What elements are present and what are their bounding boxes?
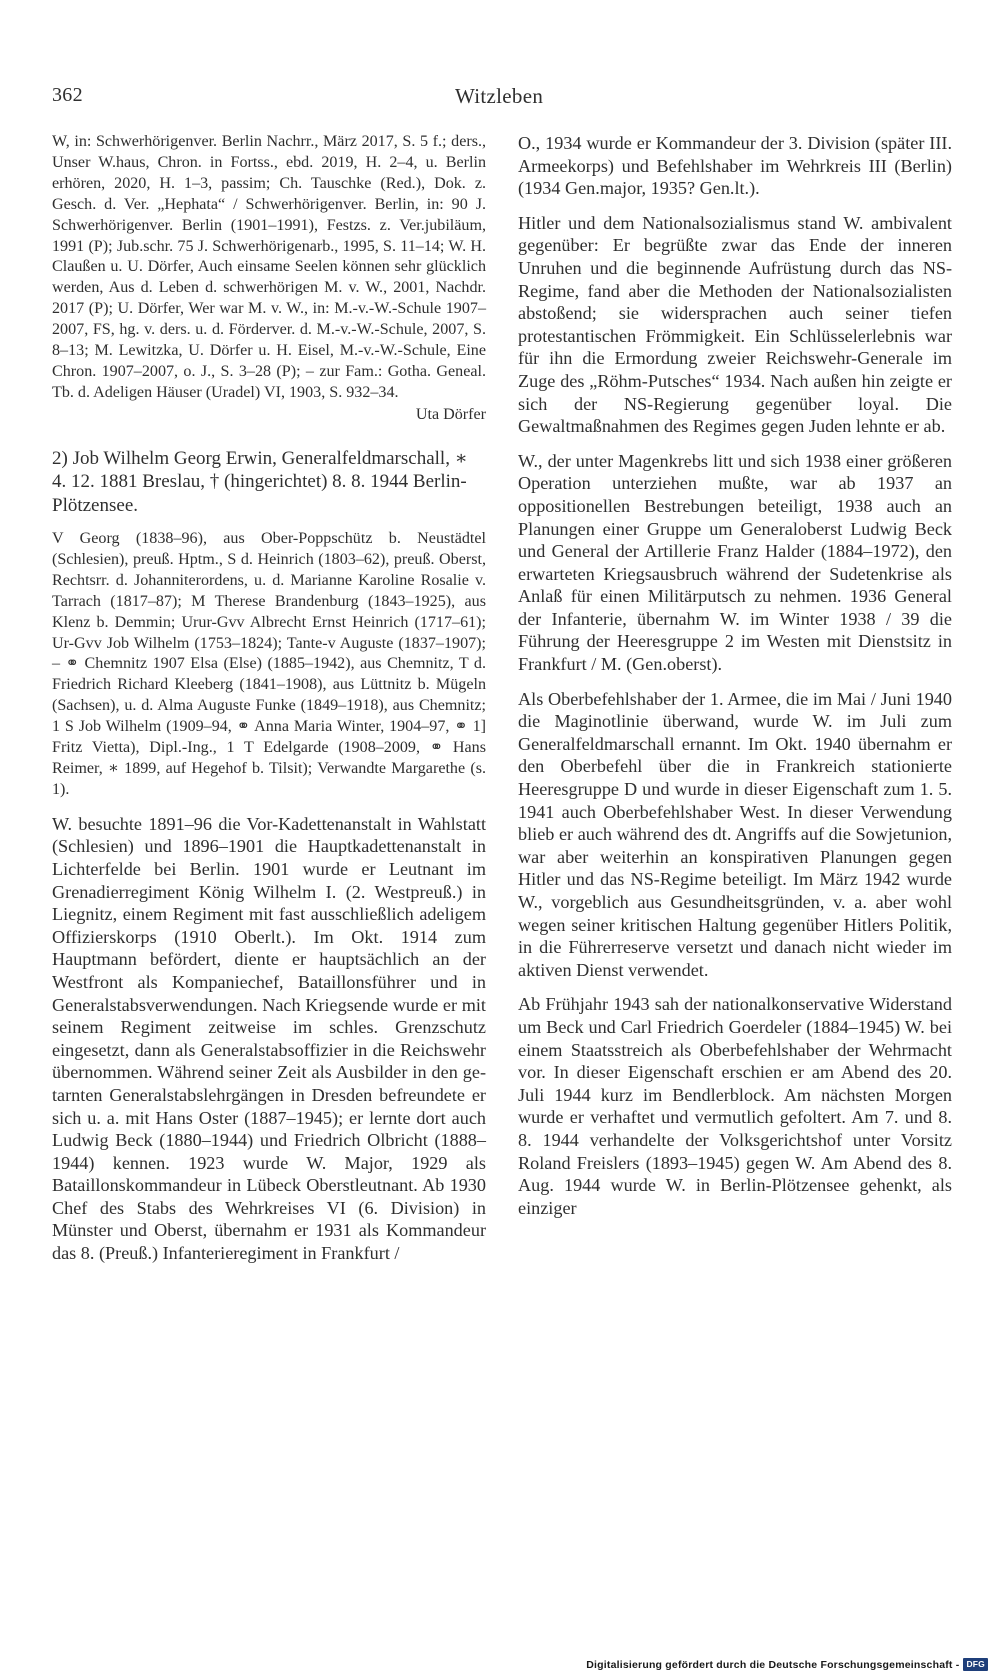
author-signature: Uta Dörfer [415, 405, 486, 423]
bibliography-paragraph: W, in: Schwerhörigenver. Berlin Nachrr., März 2017, S. 5 f.; ders., Unser W.haus, Chron. in Fortss., ebd. 2019, H. 2–4, u. Berlin erhören, 2020, H. 1–3, passim; Ch. Tauschke (Red.), Dok. z. Gesch. d. Ver. „Hephata“ / Schwerhörigenver. Berlin, in: 90 J. Schwerhörigenver. Berlin (1901–1991), Festzs. z. Ver.jubiläum, 1991 (P); Jub.schr. 75 J. Schwerhörigenarb., 1995, S. 11–14; W. H. Claußen u. U. Dörfer, Auch einsame Seelen können sehr glücklich werden, Aus d. Leben d. schwerhörigen M. v. W., 2001, Nachdr. 2017 (P); U. Dörfer, Wer war M. v. W., in: M.-v.-W.-Schule 1907–2007, FS, hg. v. ders. u. d. Förderver. d. M.-v.-W.-Schule, 2007, S. 8–13; M. Lewitzka, U. Dörfer u. H. Eisel, M.-v.-W.-Schule, Eine Chron. 1907–2007, o. J., S. 3–28 (P); – zur Fam.: Gotha. Geneal. Tb. d. Adeligen Häuser (Uradel) VI, 1903, S. 932–34. [52, 133, 486, 401]
body-paragraph-5: Ab Frühjahr 1943 sah der nationalkonservative Widerstand um Beck und Carl Friedrich Goerdeler (1884–1945) W. bei einem Staatsstreich als Oberbefehlshaber der Wehrmacht vor. In dieser Eigenschaft erschien er am Abend des 20. Juli 1944 kurz im Bendlerblock. Am nächsten Morgen wurde er verhaftet und vermutlich gefoltert. Am 7. und 8. 8. 1944 verhandelte der Volksgerichtshof unter Vorsitz Roland Freislers (1893–1945) gegen W. Am Abend des 8. Aug. 1944 wurde W. in Berlin-Plötzensee gehenkt, als einziger [518, 994, 952, 1218]
digitization-credit [586, 1658, 988, 1671]
biography-paragraph: W. besuchte 1891–96 die Vor-Kadettenanstalt in Wahlstatt (Schlesien) und 1896–1901 die Hauptkadettenanstalt in Lichterfelde bei Berlin. 1901 wurde er Leutnant im Grenadierregiment König Wilhelm I. (2. Westpreuß.) in Liegnitz, einem Regiment mit fast ausschließlich adeligem Offizierskorps (1910 Oberlt.). Im Okt. 1914 zum Hauptmann befördert, diente er hauptsächlich an der Westfront als Kompaniechef, Bataillonsführer und in Generalstabsverwendungen. Nach Kriegsende wurde er mit seinem Regiment zeitweise im schles. Grenzschutz eingesetzt, dann als Generalstabsoffizier in die Reichswehr übernommen. Während seiner Zeit als Ausbilder in den getarnten Generalstabslehrgängen in Dresden befreundete er sich u. a. mit Hans Oster (1887–1945); er lernte dort auch Ludwig Beck (1880–1944) und Friedrich Olbricht (1888–1944) kennen. 1923 wurde W. Major, 1929 als Bataillonskommandeur in Lübeck Oberstleutnant. Ab 1930 Chef des Stabs des Wehrkreises VI (6. Division) in Münster und Oberst, übernahm er 1931 als Kommandeur das 8. (Preuß.) Infanterieregiment in Frankfurt / [52, 813, 486, 1264]
left-column [52, 132, 486, 1265]
genealogy-paragraph: V Georg (1838–96), aus Ober-Poppschütz b. Neustädtel (Schlesien), preuß. Hptm., S d. Heinrich (1803–62), preuß. Oberst, Rechtsrr. d. Johanniterordens, u. d. Marianne Karoline Rosalie v. Tarrach (1817–87); M Therese Brandenburg (1843–1925), aus Klenz b. Demmin; Urur-Gvv Albrecht Ernst Heinrich (1717–61); Ur-Gvv Job Wilhelm (1753–1824); Tante-v Auguste (1837–1907); – ⚭ Chemnitz 1907 Elsa (Else) (1885–1942), aus Chemnitz, T d. Friedrich Richard Kleeberg (1841–1908), aus Lüttnitz b. Mügeln (Sachsen), u. d. Alma Auguste Funke (1849–1918), aus Chemnitz; 1 S Job Wilhelm (1909–94, ⚭ Anna Maria Winter, 1904–97, ⚭ 1] Fritz Vietta), Dipl.-Ing., 1 T Edelgarde (1908–2009, ⚭ Hans Reimer, ∗ 1899, auf Hegehof b. Tilsit); Verwandte Margarethe (s. 1). [52, 530, 486, 798]
body-paragraph-2: Hitler und dem Nationalsozialismus stand W. ambivalent gegenüber: Er begrüßte zwar das Ende der inneren Unruhen und die beginnende Aufrüstung durch das NS-Regime, fand aber die Methoden der Nationalsozialisten abstoßend; sie widersprachen auch seiner tiefen protestantischen Frömmigkeit. Ein Schlüsselerlebnis war für ihn die Ermordung zweier Reichswehr-Generale im Zuge des „Röhm-Putsches“ 1934. Nach außen hin zeigte er sich der NS-Regierung gegenüber loyal. Die Gewaltmaßnahmen des Regimes gegen Juden lehnte er ab. [518, 212, 952, 437]
body-paragraph-3: W., der unter Magenkrebs litt und sich 1938 einer größeren Operation unterziehen mußte, war ab 1937 an oppositionellen Bestrebungen beteiligt, 1938 auch an Planungen einer Gruppe um Generaloberst Ludwig Beck und General der Artillerie Franz Halder (1884–1972), den erwarteten Kriegsausbruch während der Sudetenkrise als Anlaß für einen Militärputsch zu nehmen. 1936 General der Infanterie, übernahm W. im Winter 1938 / 39 die Führung der Heeresgruppe 2 im Westen mit Dienstsitz in Frankfurt / M. (Gen.oberst). [518, 450, 952, 675]
entry-heading: 2) Job Wilhelm Georg Erwin, Generalfeldmarschall, ∗ 4. 12. 1881 Breslau, † (hingerichtet) 8. 8. 1944 Berlin-Plötzensee. [52, 447, 468, 516]
body-paragraph-1: O., 1934 wurde er Kommandeur der 3. Division (später III. Armeekorps) und Befehlshaber im Wehrkreis III (Berlin) (1934 Gen.major, 1935? Gen.lt.). [518, 133, 952, 199]
dfg-logo: DFG [963, 1658, 988, 1671]
body-paragraph-4: Als Oberbefehlshaber der 1. Armee, die im Mai / Juni 1940 die Maginotlinie überwand, wurde W. im Juli zum Generalfeldmarschall ernannt. Im Okt. 1940 übernahm er den Oberbefehl über die in Frankreich stationierte Heeresgruppe D und wurde in dieser Eigenschaft zum 1. 5. 1941 auch Oberbefehlshaber West. In dieser Verwendung blieb er auch während des dt. Angriffs auf die Sowjetunion, war aber weiterhin an konspirativen Planungen gegen Hitler und das NS-Regime beteiligt. Im März 1942 wurde W., vorgeblich aus Gesundheitsgründen, v. a. aber wohl wegen seiner kritischen Haltung gegenüber Hitlers Politik, in die Führerreserve versetzt und danach nicht wieder im aktiven Dienst verwendet. [518, 688, 952, 980]
page-number: 362 [52, 84, 83, 106]
credit-text: Digitalisierung gefördert durch die Deutsche Forschungsgemeinschaft - [586, 1658, 960, 1671]
running-title: Witzleben [455, 84, 544, 108]
right-column [518, 132, 952, 1219]
